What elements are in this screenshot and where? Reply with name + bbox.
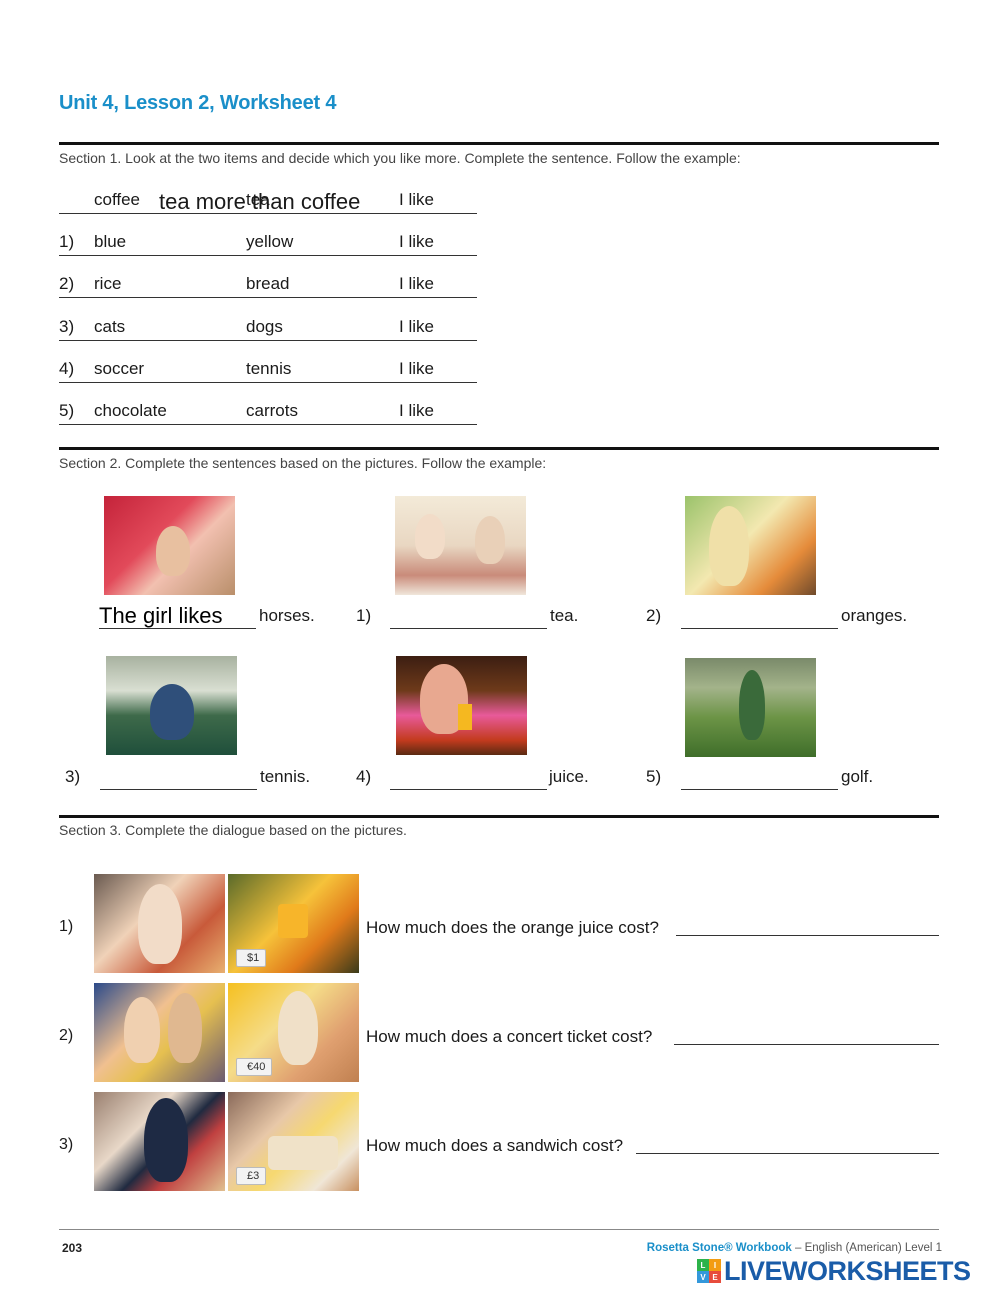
i-like-label: I like — [399, 274, 434, 293]
answer-field-s3-3[interactable] — [636, 1132, 939, 1154]
friends-tickets-photo — [94, 983, 225, 1082]
liveworksheets-logo[interactable] — [697, 1256, 971, 1286]
woman-shop-photo — [94, 874, 225, 973]
caption-tail: tennis. — [260, 767, 311, 786]
credit-rest: – English (American) Level 1 — [791, 1242, 942, 1254]
question-text: How much does a concert ticket cost? — [366, 1027, 653, 1046]
girl-juice-photo — [396, 656, 527, 755]
caption-1 — [356, 603, 596, 629]
section3-instruction: Section 3. Complete the dialogue based on the pictures. — [59, 822, 407, 838]
liveworksheets-icon — [697, 1259, 721, 1283]
i-like-label: I like — [399, 359, 434, 378]
caption-tail: juice. — [549, 767, 589, 786]
boy-tennis-photo — [106, 656, 237, 755]
i-like-label: I like — [399, 317, 434, 336]
item-b: dogs — [246, 317, 283, 336]
item-number: 4) — [356, 767, 372, 786]
girl-horses-photo — [104, 496, 235, 595]
question-row — [59, 232, 939, 260]
section2-instruction: Section 2. Complete the sentences based on the pictures. Follow the example: — [59, 455, 547, 471]
item-number: 3) — [59, 1136, 74, 1153]
question-text: How much does a sandwich cost? — [366, 1136, 624, 1155]
item-b: bread — [246, 274, 290, 293]
row-number: 3) — [59, 317, 75, 336]
item-a: soccer — [94, 359, 145, 378]
brand-name: Rosetta Stone® Workbook — [646, 1242, 792, 1254]
item-number: 2) — [59, 1027, 74, 1044]
logo-letter: L — [697, 1259, 709, 1271]
caption-tail: horses. — [259, 606, 315, 625]
item-number: 1) — [356, 606, 372, 625]
item-a: rice — [94, 274, 122, 293]
example-caption — [99, 603, 339, 629]
price-tag: $1 — [236, 949, 266, 967]
sandwich-photo — [228, 1092, 359, 1191]
question-row — [59, 317, 939, 345]
footer-credit — [647, 1242, 942, 1254]
caption-4 — [356, 764, 636, 790]
i-like-label: I like — [399, 401, 434, 420]
caption-5 — [646, 764, 926, 790]
item-b: carrots — [246, 401, 298, 420]
price-tag: £3 — [236, 1167, 266, 1185]
example-answer-field — [99, 603, 256, 629]
item-number: 2) — [646, 606, 662, 625]
answer-field-s2-2[interactable] — [681, 603, 838, 629]
section1-instruction: Section 1. Look at the two items and decide which you like more. Complete the sentence. Follow the example: — [59, 150, 741, 166]
man-golf-photo — [685, 658, 816, 757]
item-number: 1) — [59, 918, 74, 935]
logo-letter: I — [709, 1259, 721, 1271]
orange-juice-photo — [228, 874, 359, 973]
question-row — [59, 359, 939, 387]
row-number: 4) — [59, 359, 75, 378]
caption-tail: tea. — [550, 606, 579, 625]
row-number: 2) — [59, 274, 75, 293]
answer-field-s3-1[interactable] — [676, 914, 939, 936]
caption-tail: golf. — [841, 767, 874, 786]
item-a: cats — [94, 317, 126, 336]
answer-field-s2-1[interactable] — [390, 603, 547, 629]
footer-divider — [59, 1229, 939, 1230]
i-like-label: I like — [399, 190, 434, 209]
page-title: Unit 4, Lesson 2, Worksheet 4 — [59, 92, 337, 114]
question-row — [59, 274, 939, 302]
answer-field-s3-2[interactable] — [674, 1023, 939, 1045]
caption-2 — [646, 603, 926, 629]
item-a: blue — [94, 232, 127, 251]
liveworksheets-wordmark: LIVEWORKSHEETS — [724, 1255, 971, 1286]
item-b: tennis — [246, 359, 292, 378]
section-divider — [59, 815, 939, 818]
section-divider — [59, 142, 939, 145]
item-a: chocolate — [94, 401, 167, 420]
item-a: coffee — [94, 190, 141, 209]
question-row — [59, 401, 939, 429]
example-row — [59, 190, 939, 218]
ladies-tea-photo — [395, 496, 526, 595]
item-number: 3) — [65, 767, 81, 786]
caption-3 — [65, 764, 345, 790]
logo-letter: E — [709, 1271, 721, 1283]
logo-letter: V — [697, 1271, 709, 1283]
item-b: yellow — [246, 232, 294, 251]
caption-tail: oranges. — [841, 606, 908, 625]
man-oranges-photo — [685, 496, 816, 595]
answer-field-s2-3[interactable] — [100, 764, 257, 790]
item-number: 5) — [646, 767, 662, 786]
i-like-label: I like — [399, 232, 434, 251]
row-number: 1) — [59, 232, 75, 251]
answer-field-s2-4[interactable] — [390, 764, 547, 790]
man-cafe-photo — [94, 1092, 225, 1191]
row-number: 5) — [59, 401, 75, 420]
item-b: tea — [246, 190, 270, 209]
section-divider — [59, 447, 939, 450]
answer-field-s2-5[interactable] — [681, 764, 838, 790]
price-tag: €40 — [236, 1058, 272, 1076]
question-text: How much does the orange juice cost? — [366, 918, 659, 937]
ticket-office-photo — [228, 983, 359, 1082]
page-number: 203 — [62, 1241, 83, 1255]
